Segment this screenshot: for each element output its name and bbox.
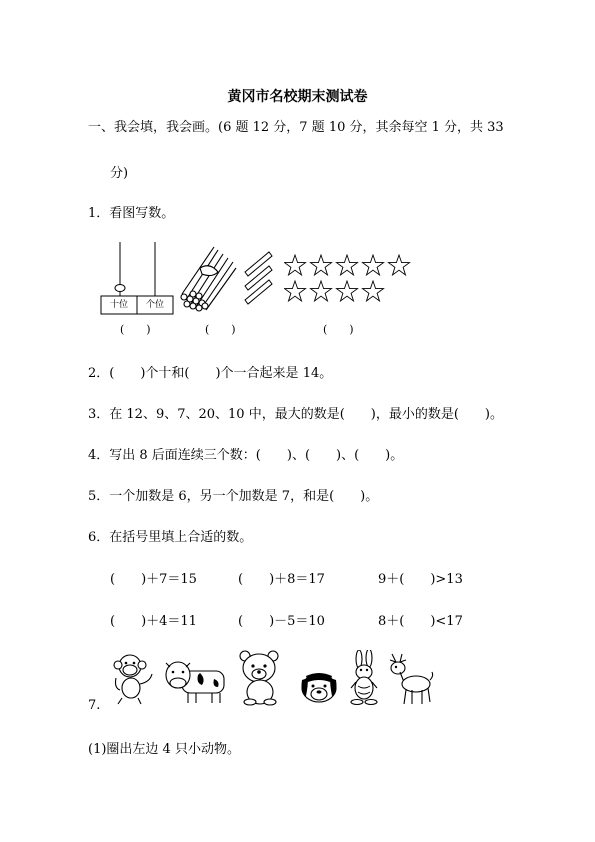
question-1: 1．看图写数。 bbox=[88, 206, 175, 221]
equation-2-2[interactable]: ( )－5＝10 bbox=[238, 614, 325, 629]
abacus-tens-label: 十位 bbox=[109, 300, 128, 310]
question-7-number: 7. bbox=[88, 698, 101, 713]
page-title: 黄冈市名校期末测试卷 bbox=[227, 89, 368, 105]
monkey-icon[interactable] bbox=[110, 652, 156, 706]
bear-icon[interactable] bbox=[236, 648, 284, 706]
rabbit-icon[interactable] bbox=[346, 650, 384, 706]
question-7-sub-1: (1)圈出左边 4 只小动物。 bbox=[88, 742, 240, 757]
stars-figure bbox=[284, 254, 418, 306]
answer-bracket-abacus[interactable]: ( ) bbox=[120, 323, 151, 336]
question-2: 2．( )个十和( )个一合起来是 14。 bbox=[88, 366, 333, 381]
question-3: 3．在 12、9、7、20、10 中，最大的数是( )，最小的数是( )。 bbox=[88, 407, 503, 422]
stick-bundle-icon bbox=[178, 244, 240, 316]
equation-1-1[interactable]: ( )＋7＝15 bbox=[110, 572, 197, 587]
section-heading-line1: 一、我会填，我会画。(6 题 12 分，7 题 10 分，其余每空 1 分，共 33 bbox=[88, 120, 504, 135]
deer-icon[interactable] bbox=[386, 652, 436, 706]
answer-bracket-stars[interactable]: ( ) bbox=[323, 323, 354, 336]
section-heading-line2: 分) bbox=[110, 166, 129, 181]
question-6: 6．在括号里填上合适的数。 bbox=[88, 530, 253, 545]
abacus-ones-label: 个位 bbox=[145, 300, 164, 310]
sticks-icon bbox=[242, 250, 276, 306]
equation-2-1[interactable]: ( )＋4＝11 bbox=[110, 614, 197, 629]
equation-1-2[interactable]: ( )＋8＝17 bbox=[238, 572, 325, 587]
answer-bracket-sticks[interactable]: ( ) bbox=[205, 323, 236, 336]
cow-icon[interactable] bbox=[160, 655, 230, 705]
equation-2-3[interactable]: 8＋( )<17 bbox=[378, 614, 463, 629]
equation-1-3[interactable]: 9＋( )>13 bbox=[378, 572, 463, 587]
puppy-icon[interactable] bbox=[298, 666, 340, 706]
question-4: 4．写出 8 后面连续三个数：( )、( )、( )。 bbox=[88, 448, 404, 463]
question-5: 5．一个加数是 6，另一个加数是 7，和是( )。 bbox=[88, 489, 379, 504]
